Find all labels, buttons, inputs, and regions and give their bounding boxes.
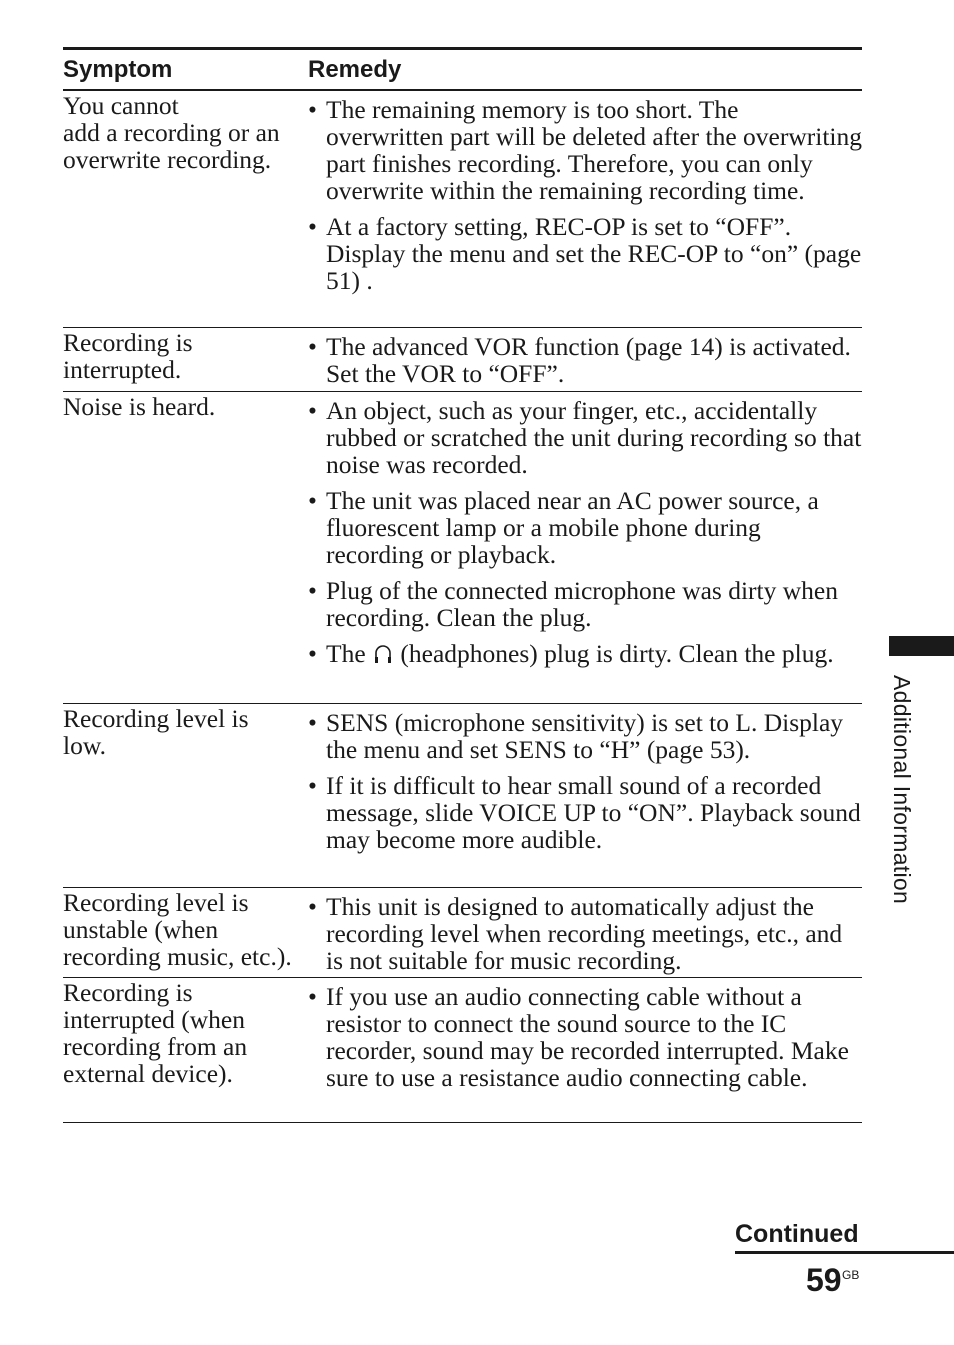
remedy-item: [308, 983, 862, 1091]
remedy-cell: [308, 704, 862, 887]
bullet-icon: •: [308, 95, 317, 124]
bullet-icon: •: [308, 212, 317, 241]
remedy-text: This unit is designed to automatically adjust the recording level when recording meetings, etc., and is not suitable for music recording.: [326, 892, 843, 975]
symptom-cell: Recording level is unstable (when recording music, etc.).: [63, 888, 292, 971]
remedy-item: [308, 397, 862, 478]
bullet-icon: •: [308, 892, 317, 921]
remedy-item: [308, 640, 862, 670]
remedy-item: [308, 96, 862, 204]
remedy-text: At a factory setting, REC-OP is set to “OFF”. Display the menu and set the REC-OP to “on” (page 51) .: [326, 212, 862, 295]
remedy-cell: [308, 91, 862, 327]
remedy-item: [308, 893, 862, 974]
symptom-cell: You cannot add a recording or an overwrite recording.: [63, 91, 280, 174]
remedy-item: [308, 333, 862, 387]
remedy-cell: [308, 328, 862, 391]
bullet-icon: •: [308, 708, 317, 737]
bullet-icon: •: [308, 639, 317, 668]
symptom-cell: Recording level is low.: [63, 704, 249, 760]
page-number-suffix: GB: [842, 1268, 860, 1282]
remedy-text: The unit was placed near an AC power source, a fluorescent lamp or a mobile phone during recording or playback.: [326, 486, 819, 569]
remedy-text: If you use an audio connecting cable without a resistor to connect the sound source to the IC recorder, sound may be recorded interrupted. Make sure to use a resistance audio connecting cable.: [326, 982, 849, 1092]
bullet-icon: •: [308, 486, 317, 515]
remedy-column-header: Remedy: [308, 55, 402, 83]
bullet-icon: •: [308, 396, 317, 425]
section-tab-marker: [889, 636, 954, 656]
table-row: [63, 392, 862, 704]
troubleshooting-table: [63, 47, 862, 1123]
remedy-cell: [308, 888, 862, 977]
symptom-cell: Recording is interrupted.: [63, 328, 193, 384]
remedy-text-before: The: [326, 639, 366, 668]
remedy-text: SENS (microphone sensitivity) is set to L. Display the menu and set SENS to “H” (page 53).: [326, 708, 844, 764]
symptom-cell: Noise is heard.: [63, 392, 216, 421]
remedy-item: [308, 709, 862, 763]
headphones-icon: [374, 643, 392, 670]
table-row: [63, 328, 862, 392]
symptom-cell: Recording is interrupted (when recording from an external device).: [63, 978, 248, 1088]
remedy-text: If it is difficult to hear small sound of a recorded message, slide VOICE UP to “ON”. Playback sound may become more audible.: [326, 771, 861, 854]
table-row: [63, 704, 862, 888]
continued-rule: [735, 1251, 954, 1254]
remedy-text: The advanced VOR function (page 14) is activated. Set the VOR to “OFF”.: [326, 332, 851, 388]
remedy-text-after: (headphones) plug is dirty. Clean the plug.: [400, 639, 834, 668]
section-label: Additional Information: [889, 675, 915, 905]
remedy-text: An object, such as your finger, etc., accidentally rubbed or scratched the unit during recording so that noise was recorded.: [326, 396, 862, 479]
remedy-text: The remaining memory is too short. The overwritten part will be deleted after the overwriting part finishes recording. Therefore, you can only overwrite within the remaining recording time.: [326, 95, 862, 205]
table-row: [63, 888, 862, 978]
remedy-item: [308, 577, 862, 631]
bullet-icon: •: [308, 771, 317, 800]
table-header: [63, 47, 862, 91]
remedy-item: [308, 487, 862, 568]
bullet-icon: •: [308, 982, 317, 1011]
bullet-icon: •: [308, 576, 317, 605]
symptom-column-header: Symptom: [63, 55, 173, 83]
remedy-cell: [308, 392, 862, 703]
table-row: [63, 978, 862, 1123]
page-number: 59: [806, 1262, 842, 1298]
table-row: [63, 91, 862, 328]
remedy-cell: [308, 978, 862, 1122]
continued-label: Continued: [735, 1220, 859, 1248]
remedy-item: [308, 213, 862, 294]
bullet-icon: •: [308, 332, 317, 361]
remedy-text: Plug of the connected microphone was dirty when recording. Clean the plug.: [326, 576, 838, 632]
remedy-item: [308, 772, 862, 853]
